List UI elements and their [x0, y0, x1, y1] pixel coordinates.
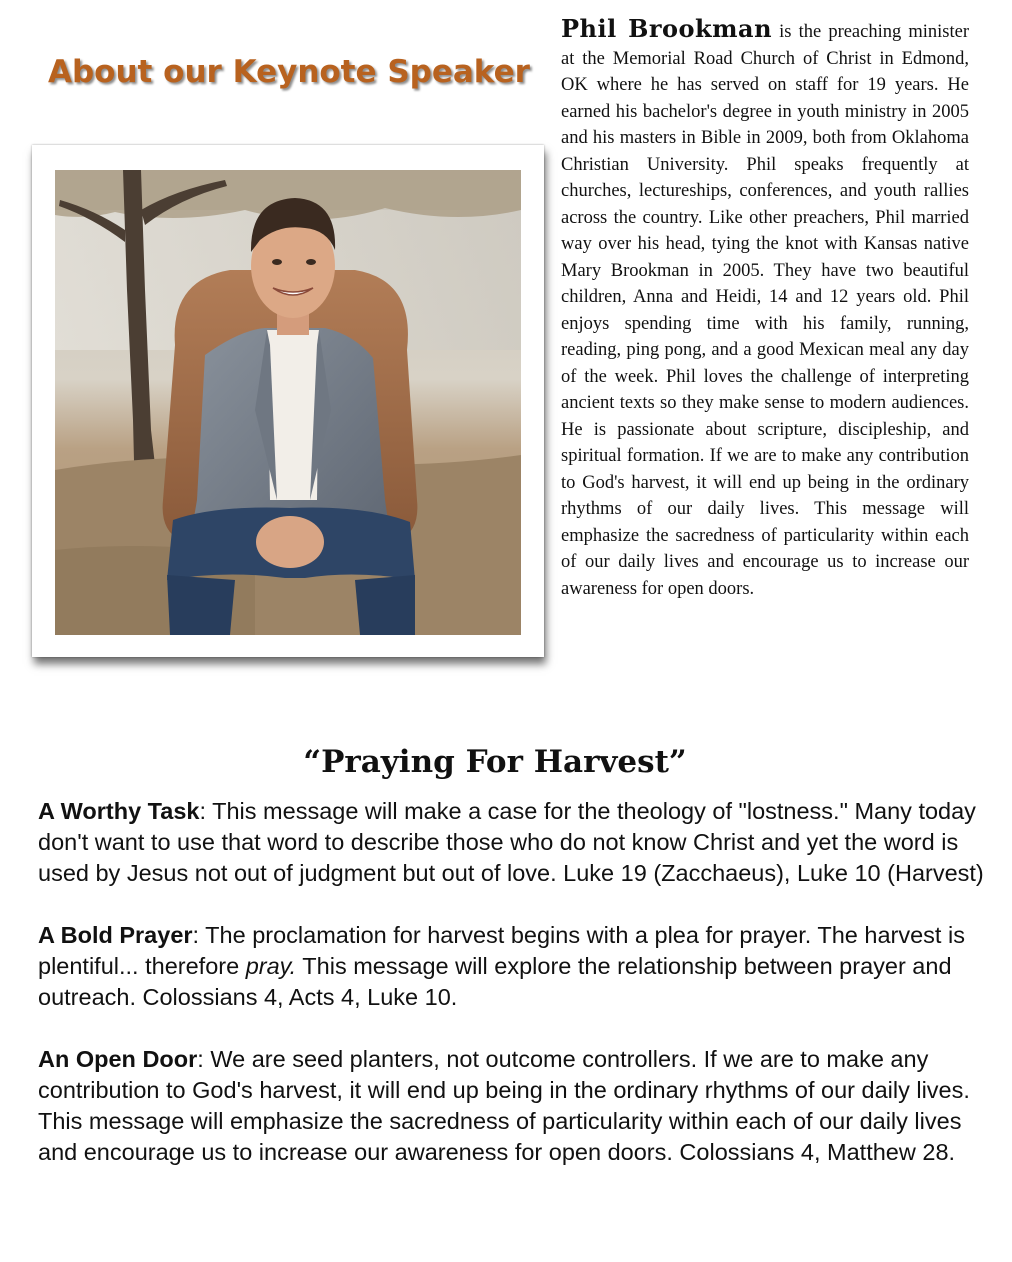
session-bold-prayer [38, 920, 988, 1013]
talk-title: “Praying For Harvest” [303, 744, 687, 780]
speaker-name: Phil Brookman [561, 14, 773, 43]
page-title: About our Keynote Speaker [48, 54, 530, 90]
session-heading: A Bold Prayer [38, 922, 193, 948]
session-list [38, 796, 988, 1199]
session-description: : This message will make a case for the theology of "lostness." Many today don't want to use that word to describe those who do not know Christ and yet the word is used by Jesus not out of judgment but out of love. Luke 19 (Zacchaeus), Luke 10 (Harvest) [38, 798, 984, 886]
speaker-photo [55, 170, 521, 635]
speaker-photo-frame [32, 145, 544, 657]
speaker-bio [561, 16, 969, 602]
speaker-bio-text: is the preaching minister at the Memorial Road Church of Christ in Edmond, OK where he has served on staff for 19 years. He earned his bachelor's degree in youth ministry in 2005 and his masters in Bible in 2009, both from Oklahoma Christian University. Phil speaks frequently at churches, lectureships, conferences, and youth rallies across the country. Like other preachers, Phil married way over his head, tying the knot with Kansas native Mary Brookman in 2005. They have two beautiful children, Anna and Heidi, 14 and 12 years old. Phil enjoys spending time with his family, running, reading, ping pong, and a good Mexican meal any day of the week. Phil loves the challenge of interpreting ancient texts so they make sense to modern audiences. He is passionate about scripture, discipleship, and spiritual formation. If we are to make any contribution to God's harvest, it will end up being in the ordinary rhythms of our daily lives. This message will emphasize the sacredness of particularity within each of our daily lives and encourage us to increase our awareness for open doors. [561, 22, 969, 599]
session-heading: A Worthy Task [38, 798, 200, 824]
session-description-continued: This message will explore the relationship between prayer and outreach. Colossians 4, Acts 4, Luke 10. [38, 953, 952, 1010]
session-worthy-task [38, 796, 988, 889]
session-heading: An Open Door [38, 1046, 198, 1072]
session-description: : We are seed planters, not outcome controllers. If we are to make any contribution to God's harvest, it will end up being in the ordinary rhythms of our daily lives. This message will emphasize the sacredness of particularity within each of our daily lives and encourage us to increase our awareness for open doors. Colossians 4, Matthew 28. [38, 1046, 970, 1165]
speaker-portrait-image [55, 170, 521, 635]
session-open-door [38, 1044, 988, 1168]
session-emphasis: pray. [245, 953, 297, 979]
session-description: : The proclamation for harvest begins with a plea for prayer. The harvest is plentiful... therefore [38, 922, 965, 979]
